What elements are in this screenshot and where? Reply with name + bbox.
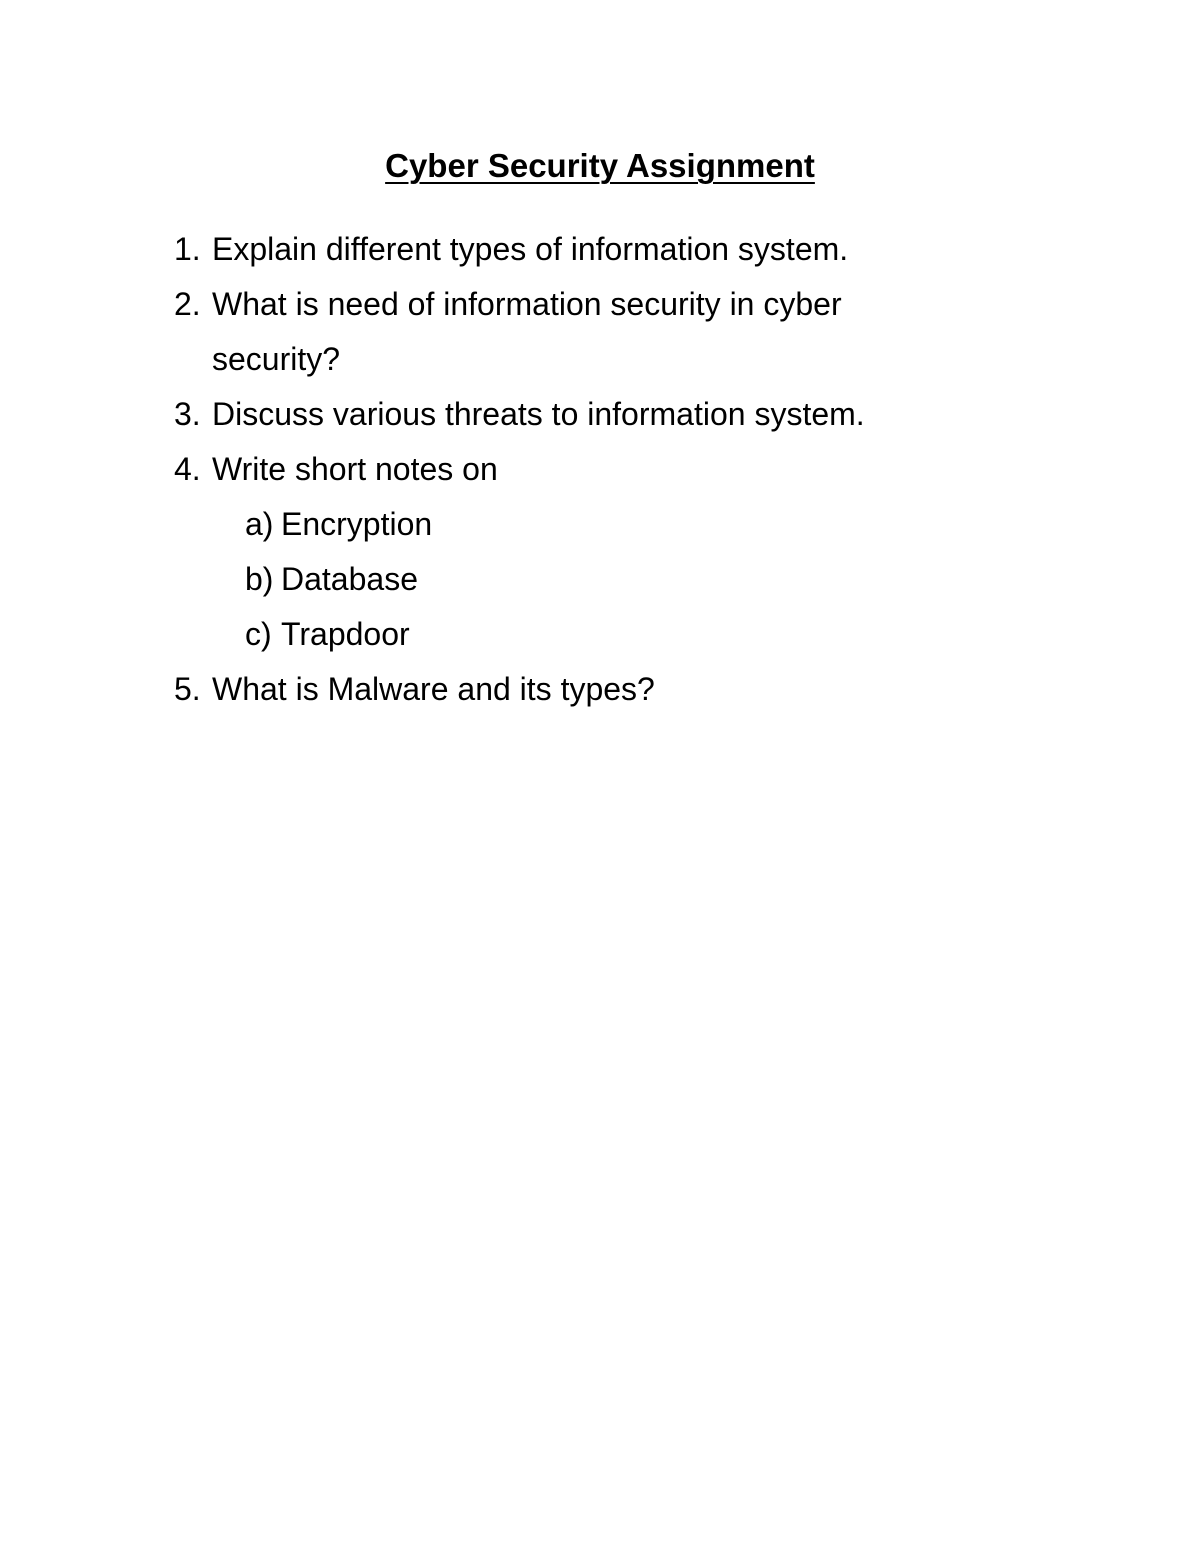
page-title: Cyber Security Assignment	[385, 147, 815, 184]
item-text: Discuss various threats to information system.	[212, 396, 865, 432]
item-number: 5.	[174, 671, 201, 707]
item-text-continuation: security?	[212, 341, 341, 377]
sub-item-text: Encryption	[281, 506, 433, 542]
list-item	[174, 662, 1074, 717]
sub-item-text: Database	[281, 561, 418, 597]
sub-list-item	[174, 497, 1074, 552]
sub-item-label: c)	[245, 616, 272, 652]
sub-item-label: a)	[245, 506, 274, 542]
sub-list-item	[174, 552, 1074, 607]
sub-item-label: b)	[245, 561, 274, 597]
item-text: What is need of information security in cyber	[212, 286, 842, 322]
item-number: 3.	[174, 396, 201, 432]
item-number: 1.	[174, 231, 201, 267]
item-text: Explain different types of information system.	[212, 231, 849, 267]
list-item	[174, 387, 1074, 442]
item-number: 2.	[174, 286, 201, 322]
list-item	[174, 277, 1074, 332]
list-item-continuation	[174, 332, 1074, 387]
list-item	[174, 222, 1074, 277]
question-list	[174, 222, 1074, 717]
item-number: 4.	[174, 451, 201, 487]
sub-item-text: Trapdoor	[281, 616, 410, 652]
list-item	[174, 442, 1074, 497]
sub-list-item	[174, 607, 1074, 662]
item-text: Write short notes on	[212, 451, 498, 487]
item-text: What is Malware and its types?	[212, 671, 655, 707]
